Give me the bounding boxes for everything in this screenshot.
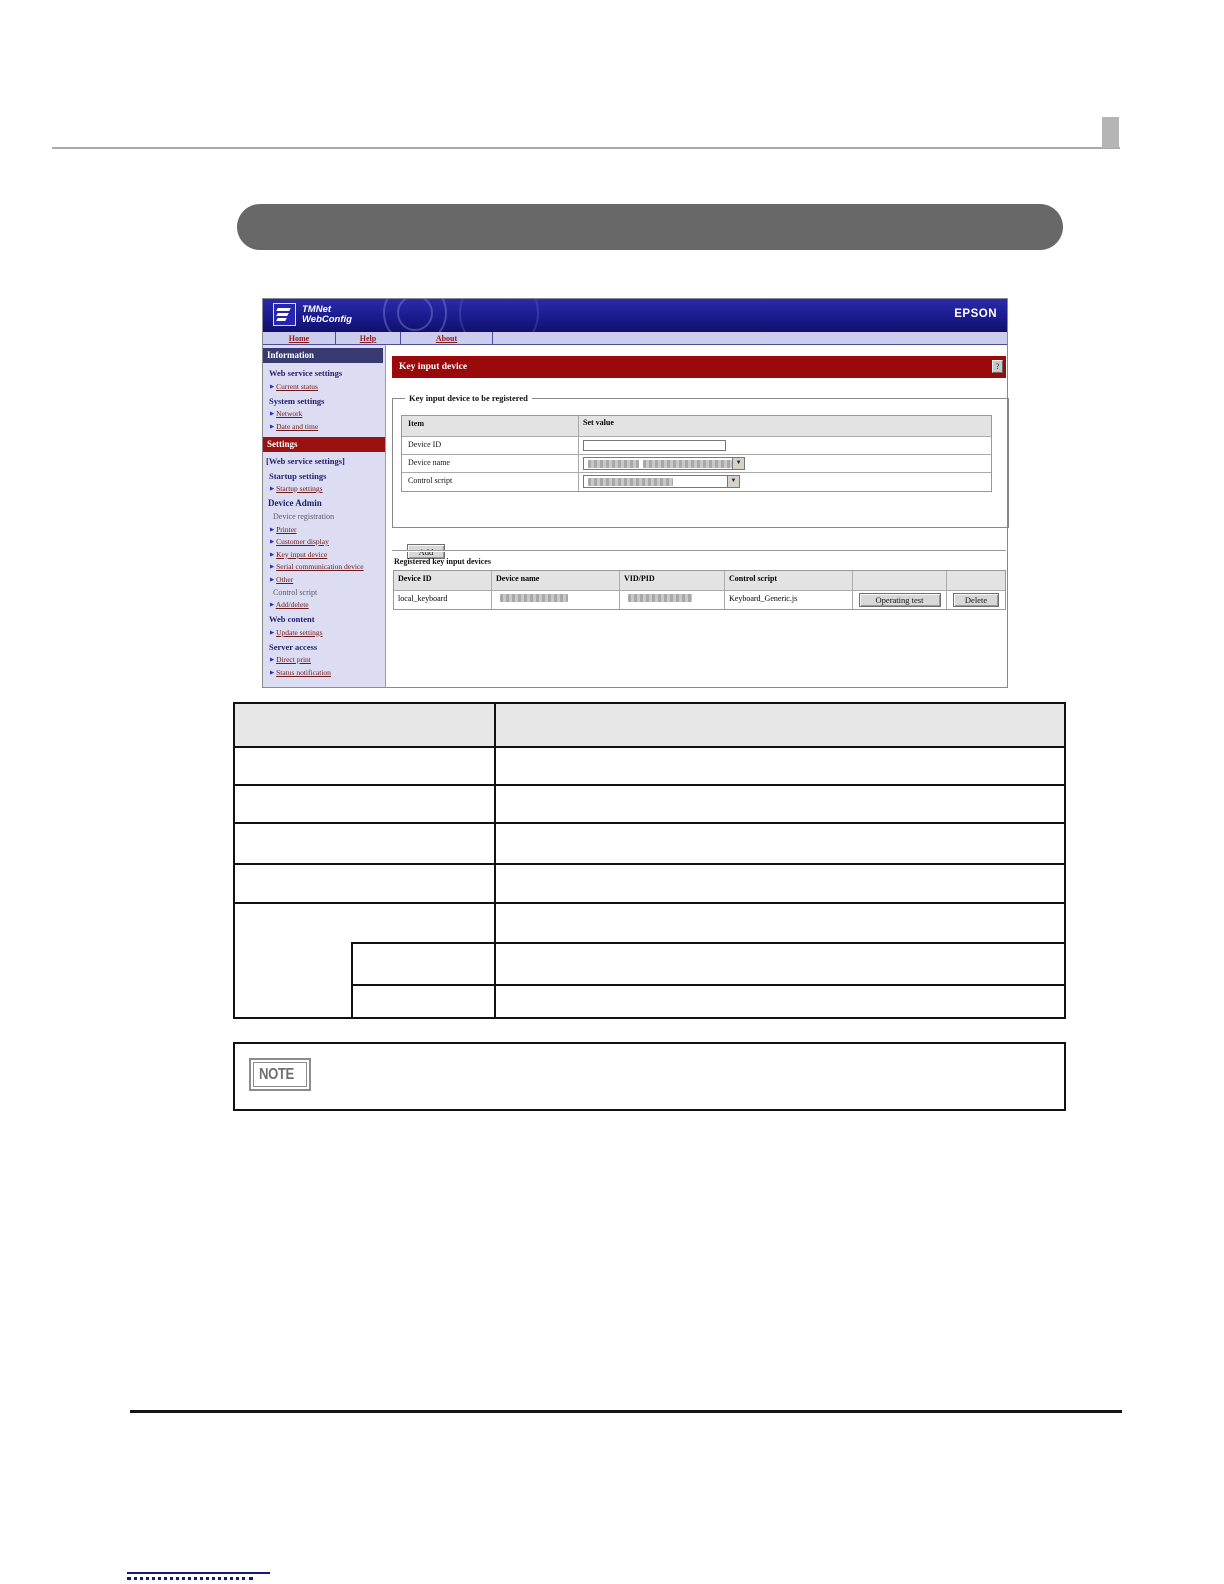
col-action-1 bbox=[852, 571, 946, 590]
triangle-bullet-icon: ▶ bbox=[270, 539, 275, 545]
section-divider bbox=[392, 550, 1006, 552]
redacted-text bbox=[628, 594, 692, 602]
epson-brand: EPSON bbox=[954, 308, 997, 320]
webconfig-main-panel bbox=[386, 345, 1007, 687]
tmnet-logo-icon bbox=[273, 303, 296, 326]
chevron-down-icon[interactable]: ▼ bbox=[732, 458, 744, 469]
sidebar-section-device-admin: Device Admin bbox=[268, 498, 322, 508]
redacted-text bbox=[588, 460, 639, 468]
page-title: Key input device bbox=[399, 362, 468, 372]
sidebar-item-customer-display[interactable]: ▶ Customer display bbox=[270, 537, 329, 546]
sidebar-item-add-delete[interactable]: ▶ Add/delete bbox=[270, 600, 309, 609]
sidebar-header-information: Information bbox=[263, 348, 383, 363]
sidebar-item-key-input-device[interactable]: ▶ Key input device bbox=[270, 549, 328, 559]
register-fieldset bbox=[392, 393, 1009, 528]
col-device-id: Device ID bbox=[398, 574, 432, 583]
device-id-input[interactable] bbox=[583, 440, 726, 451]
redacted-text bbox=[643, 460, 733, 468]
spec-table-header-bg bbox=[235, 704, 1064, 746]
triangle-bullet-icon: ▶ bbox=[270, 526, 275, 533]
form-col-item: Item bbox=[408, 419, 424, 428]
nav-link-home[interactable]: Home bbox=[288, 333, 310, 343]
col-device-name: Device name bbox=[491, 571, 619, 590]
cell-control-script: Keyboard_Generic.js bbox=[724, 591, 852, 609]
form-row-device-id bbox=[402, 436, 991, 454]
form-row-control-script bbox=[402, 472, 991, 491]
device-name-select[interactable] bbox=[583, 457, 745, 470]
register-form-table bbox=[401, 415, 992, 492]
table-line bbox=[235, 784, 1064, 786]
table-line bbox=[235, 746, 1064, 748]
banner-watermark-icon bbox=[459, 299, 539, 332]
form-row-device-name bbox=[402, 454, 991, 472]
table-line bbox=[351, 984, 1064, 986]
chevron-down-icon[interactable]: ▼ bbox=[727, 476, 739, 487]
webconfig-sidebar bbox=[263, 345, 386, 687]
sidebar-item-other[interactable]: ▶ Other bbox=[270, 574, 294, 584]
triangle-bullet-icon: ▶ bbox=[270, 486, 275, 492]
triangle-bullet-icon: ▶ bbox=[270, 629, 275, 636]
sidebar-section-web-content: Web content bbox=[269, 614, 315, 624]
sidebar-item-direct-print[interactable]: ▶ Direct print bbox=[270, 655, 311, 664]
col-vid-pid: VID/PID bbox=[619, 571, 724, 590]
form-col-set-value: Set value bbox=[578, 416, 991, 436]
logo-line2: WebConfig bbox=[302, 313, 352, 325]
nav-link-about[interactable]: About bbox=[435, 333, 458, 343]
sidebar-item-current-status[interactable]: ▶ Current status bbox=[270, 381, 318, 391]
sidebar-item-serial-communication-device[interactable]: ▶ Serial communication device bbox=[270, 562, 364, 571]
sidebar-subsection-device-registration: Device registration bbox=[273, 512, 335, 521]
cell-operating-test bbox=[852, 591, 946, 609]
note-badge-frame bbox=[253, 1062, 307, 1087]
page-bottom-rule bbox=[130, 1410, 1122, 1413]
device-name-label: Device name bbox=[408, 458, 450, 467]
sidebar-header-settings: Settings bbox=[263, 437, 386, 452]
triangle-bullet-icon: ▶ bbox=[270, 423, 275, 430]
logo-text bbox=[302, 305, 352, 325]
col-control-script: Control script bbox=[724, 571, 852, 590]
cell-device-name bbox=[491, 591, 619, 609]
fieldset-legend: Key input device to be registered bbox=[405, 393, 532, 403]
page-edge-tab bbox=[1102, 117, 1119, 148]
sidebar-subsection-control-script: Control script bbox=[273, 587, 318, 597]
sidebar-section-web-service-settings: Web service settings bbox=[269, 368, 343, 378]
device-id-cell bbox=[578, 437, 991, 454]
note-badge bbox=[249, 1058, 311, 1091]
col-action-2 bbox=[946, 571, 1005, 590]
cell-vid-pid bbox=[619, 591, 724, 609]
sidebar-item-web-service-settings-selected: [Web service settings] bbox=[266, 455, 345, 466]
control-script-cell bbox=[578, 473, 991, 491]
nav-cell-spacer bbox=[493, 332, 1007, 344]
registered-device-row bbox=[394, 590, 1005, 609]
note-badge-label: NOTE bbox=[259, 1066, 294, 1083]
webconfig-banner bbox=[263, 299, 1007, 332]
table-line bbox=[351, 942, 353, 1017]
table-line bbox=[235, 822, 1064, 824]
sidebar-item-date-and-time[interactable]: ▶ Date and time bbox=[270, 421, 319, 431]
triangle-bullet-icon: ▶ bbox=[270, 564, 275, 570]
triangle-bullet-icon: ▶ bbox=[270, 383, 275, 390]
nav-link-help[interactable]: Help bbox=[359, 333, 377, 343]
section-title-bar bbox=[237, 204, 1063, 250]
tmnet-webconfig-logo bbox=[273, 303, 352, 326]
registered-header-row bbox=[394, 571, 1005, 590]
sidebar-section-system-settings: System settings bbox=[269, 395, 325, 406]
sidebar-section-server-access: Server access bbox=[269, 641, 318, 652]
device-name-cell bbox=[578, 455, 991, 472]
table-line bbox=[235, 902, 1064, 904]
form-header-row bbox=[402, 416, 991, 436]
sidebar-item-printer[interactable]: ▶ Printer bbox=[270, 524, 297, 534]
table-line bbox=[494, 704, 496, 1017]
control-script-label: Control script bbox=[408, 476, 453, 485]
sidebar-item-network[interactable]: ▶ Network bbox=[270, 409, 303, 418]
triangle-bullet-icon: ▶ bbox=[270, 602, 275, 608]
logo-line1: TMNet bbox=[302, 303, 332, 315]
registered-devices-label: Registered key input devices bbox=[394, 557, 491, 566]
control-script-select[interactable] bbox=[583, 475, 740, 488]
table-line bbox=[351, 942, 1064, 944]
footer-dotted-rule bbox=[127, 1577, 253, 1580]
triangle-bullet-icon: ▶ bbox=[270, 411, 275, 417]
spec-table bbox=[233, 702, 1066, 1019]
page-top-rule bbox=[52, 147, 1120, 149]
nav-cell-home bbox=[263, 332, 336, 344]
cell-delete bbox=[946, 591, 1005, 609]
triangle-bullet-icon: ▶ bbox=[270, 669, 275, 676]
webconfig-navbar bbox=[263, 332, 1007, 345]
sidebar-item-update-settings[interactable]: ▶ Update settings bbox=[270, 627, 323, 637]
triangle-bullet-icon: ▶ bbox=[270, 576, 275, 583]
nav-cell-about bbox=[401, 332, 493, 344]
registered-devices-table bbox=[393, 570, 1006, 610]
device-id-label: Device ID bbox=[408, 440, 442, 449]
cell-device-id: local_keyboard bbox=[398, 594, 448, 603]
sidebar-section-startup-settings: Startup settings bbox=[269, 470, 327, 481]
redacted-text bbox=[500, 594, 568, 602]
nav-cell-help bbox=[336, 332, 401, 344]
help-button[interactable]: ? bbox=[992, 360, 1003, 373]
sidebar-item-startup-settings[interactable]: ▶ Startup settings bbox=[270, 484, 323, 493]
operating-test-button[interactable]: Operating test bbox=[859, 593, 941, 607]
footer-link-rule bbox=[127, 1572, 270, 1574]
triangle-bullet-icon: ▶ bbox=[270, 551, 275, 558]
delete-button[interactable]: Delete bbox=[953, 593, 999, 607]
triangle-bullet-icon: ▶ bbox=[270, 657, 275, 663]
table-line bbox=[235, 863, 1064, 865]
webconfig-screenshot bbox=[262, 298, 1008, 688]
page-title-bar bbox=[392, 356, 1006, 378]
sidebar-item-status-notification[interactable]: ▶ Status notification bbox=[270, 667, 331, 677]
redacted-text bbox=[588, 478, 673, 486]
note-box bbox=[233, 1042, 1066, 1111]
